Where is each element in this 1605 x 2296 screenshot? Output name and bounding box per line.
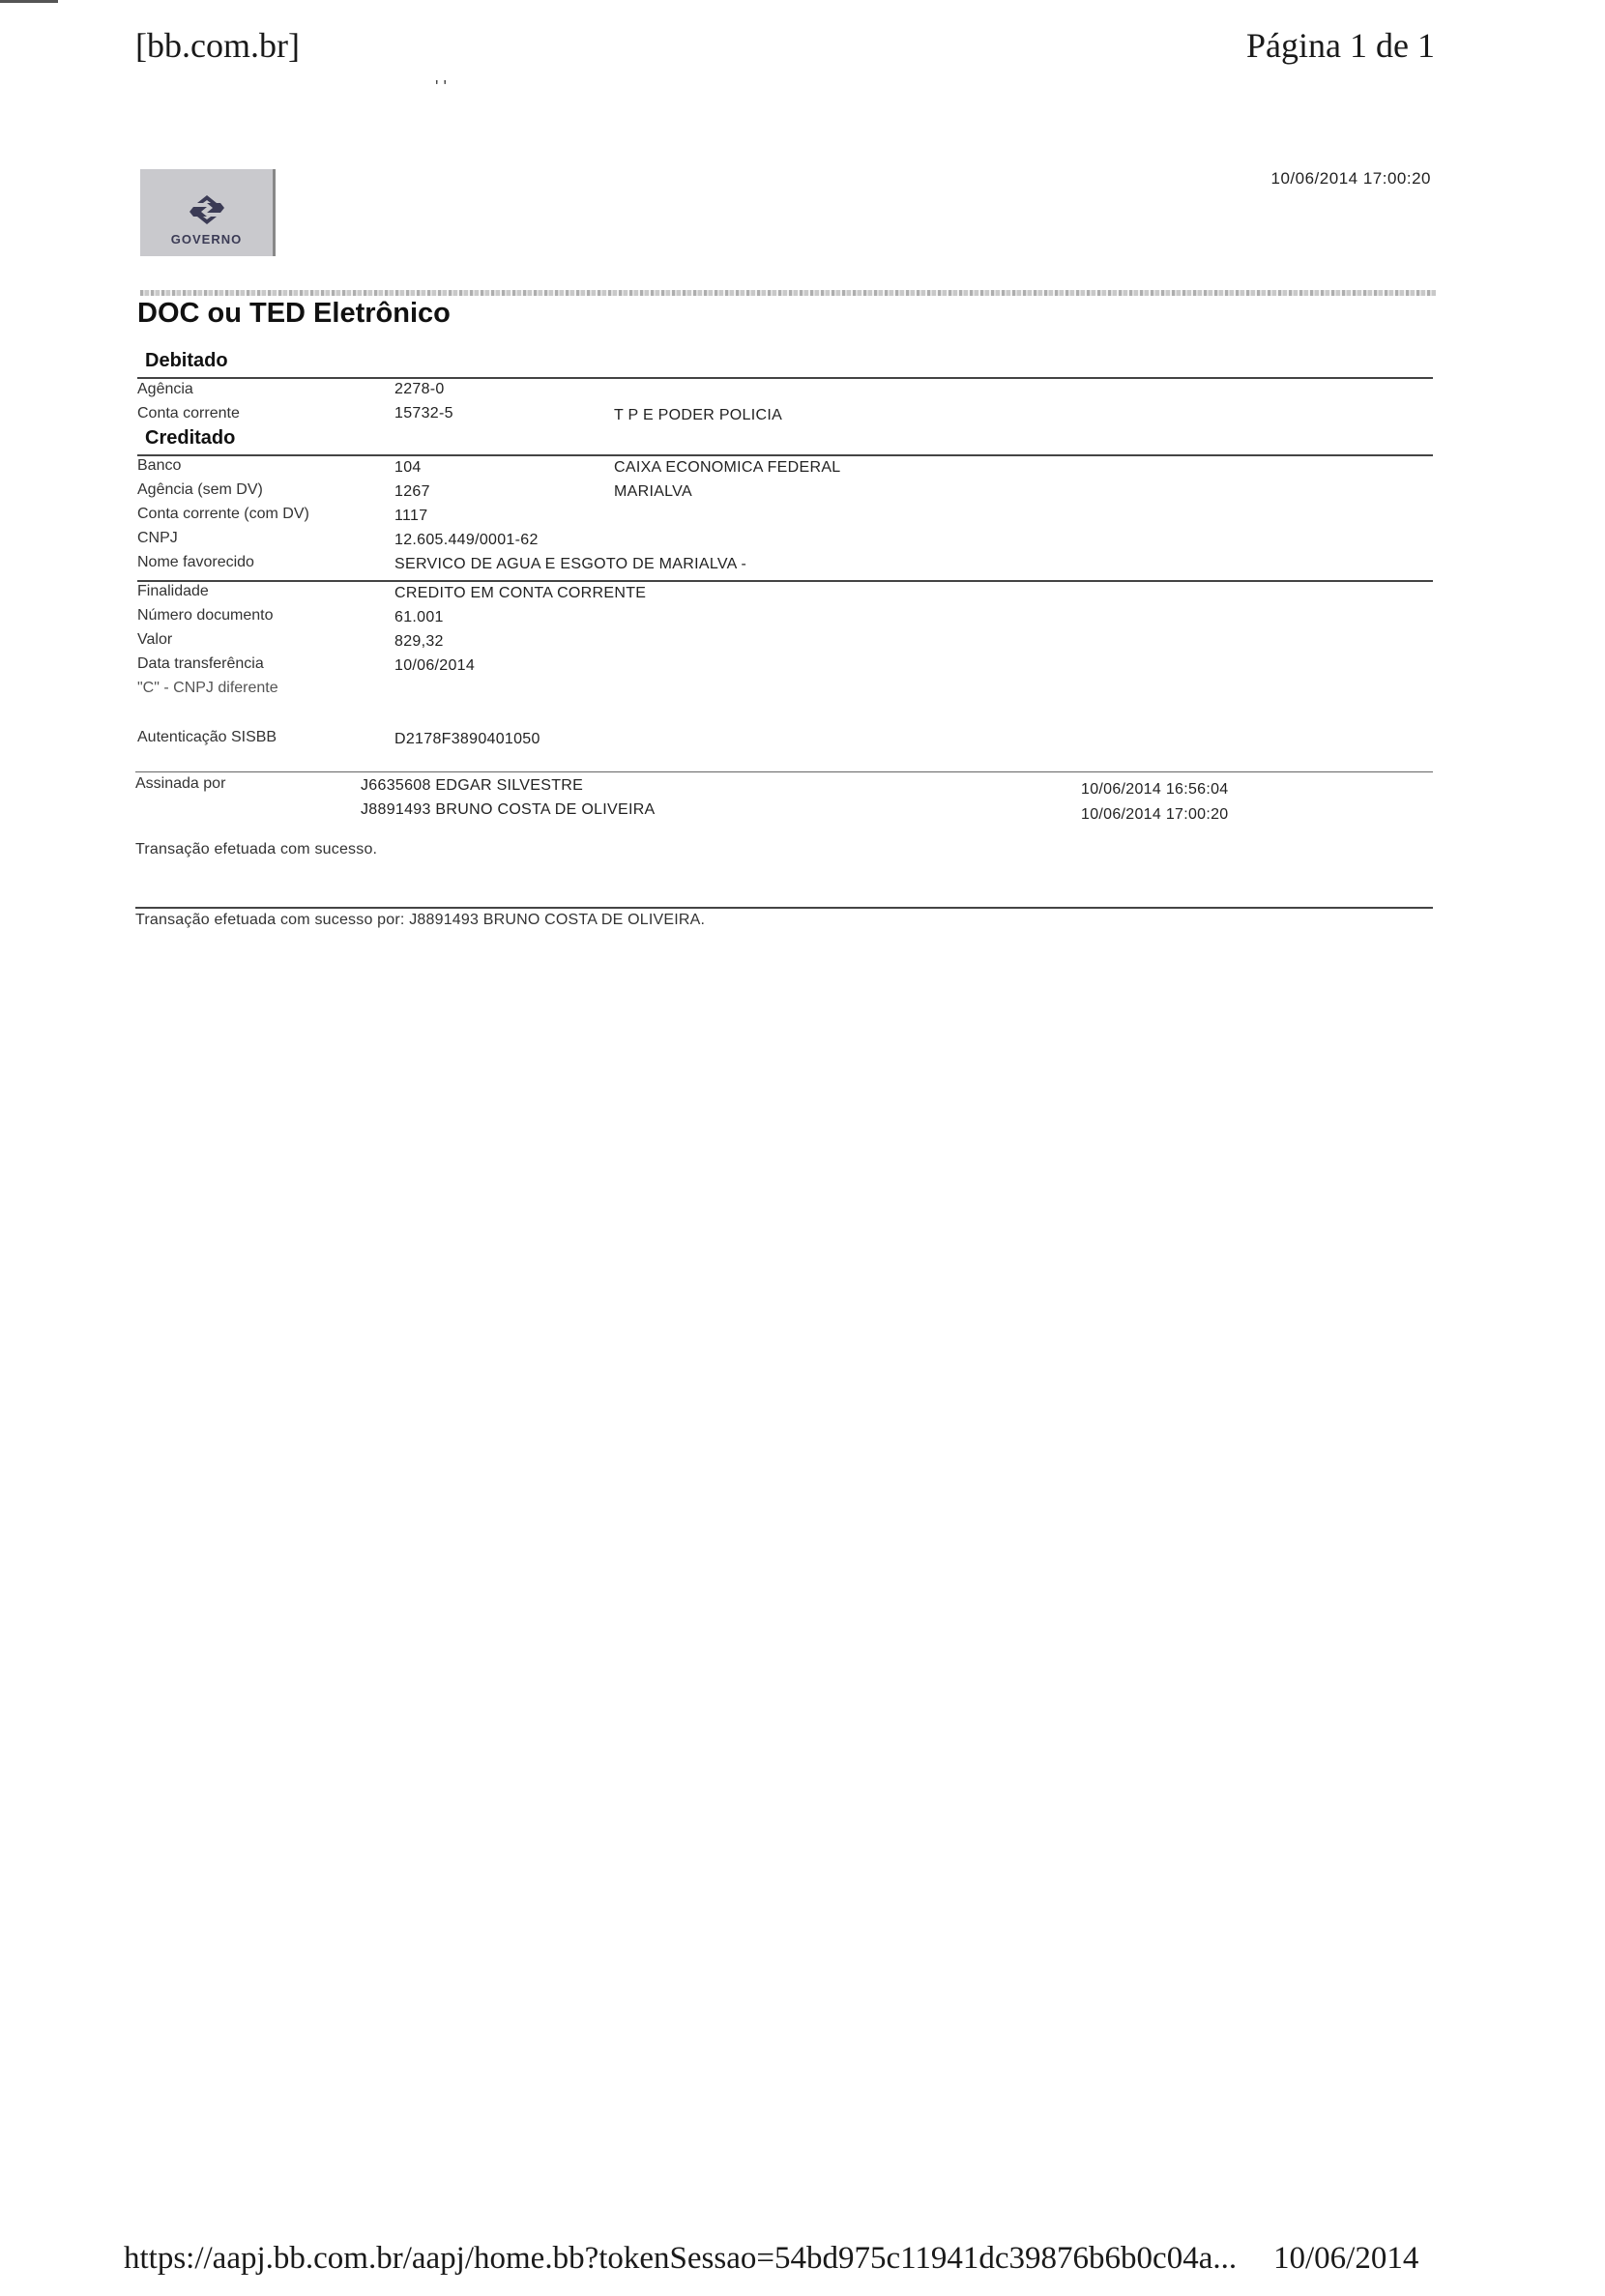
numero-documento-label: Número documento: [137, 607, 274, 624]
status-by-message: Transação efetuada com sucesso por: J8891493 BRUNO COSTA DE OLIVEIRA.: [135, 912, 706, 928]
signer-name: J8891493 BRUNO COSTA DE OLIVEIRA: [361, 801, 656, 818]
creditado-banco-label: Banco: [137, 457, 182, 474]
creditado-agencia-value: 1267: [394, 483, 430, 500]
creditado-conta-label: Conta corrente (com DV): [137, 506, 309, 522]
bb-governo-logo: [140, 169, 276, 256]
signer-name: J6635608 EDGAR SILVESTRE: [361, 777, 584, 794]
data-transferencia-value: 10/06/2014: [394, 657, 476, 674]
creditado-agencia-city: MARIALVA: [614, 483, 692, 500]
debitado-conta-holder: T P E PODER POLICIA: [614, 407, 783, 423]
bb-logo-icon: [188, 193, 226, 226]
section-divider: [137, 580, 1433, 582]
section-creditado-heading: Creditado: [145, 427, 236, 449]
creditado-banco-value: 104: [394, 459, 422, 476]
section-divider: [137, 454, 1433, 456]
creditado-favorecido-value: SERVICO DE AGUA E ESGOTO DE MARIALVA -: [394, 556, 747, 572]
debitado-agencia-label: Agência: [137, 381, 193, 397]
valor-value: 829,32: [394, 633, 444, 650]
creditado-banco-name: CAIXA ECONOMICA FEDERAL: [614, 459, 841, 476]
creditado-favorecido-label: Nome favorecido: [137, 554, 254, 570]
cnpj-diferente-note: "C" - CNPJ diferente: [137, 680, 278, 696]
header-rule: [140, 290, 1436, 296]
debitado-conta-label: Conta corrente: [137, 405, 240, 421]
print-header-page-number: Página 1 de 1: [1246, 26, 1435, 65]
scan-corner-mark: [0, 0, 58, 3]
assinada-por-label: Assinada por: [135, 775, 226, 792]
page-title: DOC ou TED Eletrônico: [137, 298, 451, 329]
autenticacao-value: D2178F3890401050: [394, 731, 540, 747]
data-transferencia-label: Data transferência: [137, 655, 264, 672]
logo-text: GOVERNO: [170, 232, 243, 247]
signer-date: 10/06/2014 16:56:04: [1081, 781, 1229, 798]
print-footer-date: 10/06/2014: [1273, 2241, 1419, 2276]
creditado-agencia-label: Agência (sem DV): [137, 481, 263, 498]
section-debitado-heading: Debitado: [145, 350, 228, 371]
finalidade-label: Finalidade: [137, 583, 209, 599]
creditado-cnpj-label: CNPJ: [137, 530, 178, 546]
section-divider: [137, 377, 1433, 379]
status-message: Transação efetuada com sucesso.: [135, 841, 378, 857]
signature-divider: [135, 771, 1433, 772]
numero-documento-value: 61.001: [394, 609, 444, 625]
print-timestamp: 10/06/2014 17:00:20: [1270, 169, 1431, 188]
debitado-agencia-value: 2278-0: [394, 381, 445, 397]
creditado-cnpj-value: 12.605.449/0001-62: [394, 532, 539, 548]
debitado-conta-value: 15732-5: [394, 405, 453, 421]
creditado-conta-value: 1117: [394, 508, 428, 524]
scan-specks: ' ': [435, 77, 447, 97]
status-divider: [135, 907, 1433, 909]
finalidade-value: CREDITO EM CONTA CORRENTE: [394, 585, 647, 601]
signer-date: 10/06/2014 17:00:20: [1081, 806, 1229, 823]
autenticacao-label: Autenticação SISBB: [137, 729, 277, 745]
print-footer-url: https://aapj.bb.com.br/aapj/home.bb?tokenSessao=54bd975c11941dc39876b6b0c04a...: [124, 2241, 1238, 2276]
print-header-site: [bb.com.br]: [135, 26, 300, 65]
valor-label: Valor: [137, 631, 173, 648]
